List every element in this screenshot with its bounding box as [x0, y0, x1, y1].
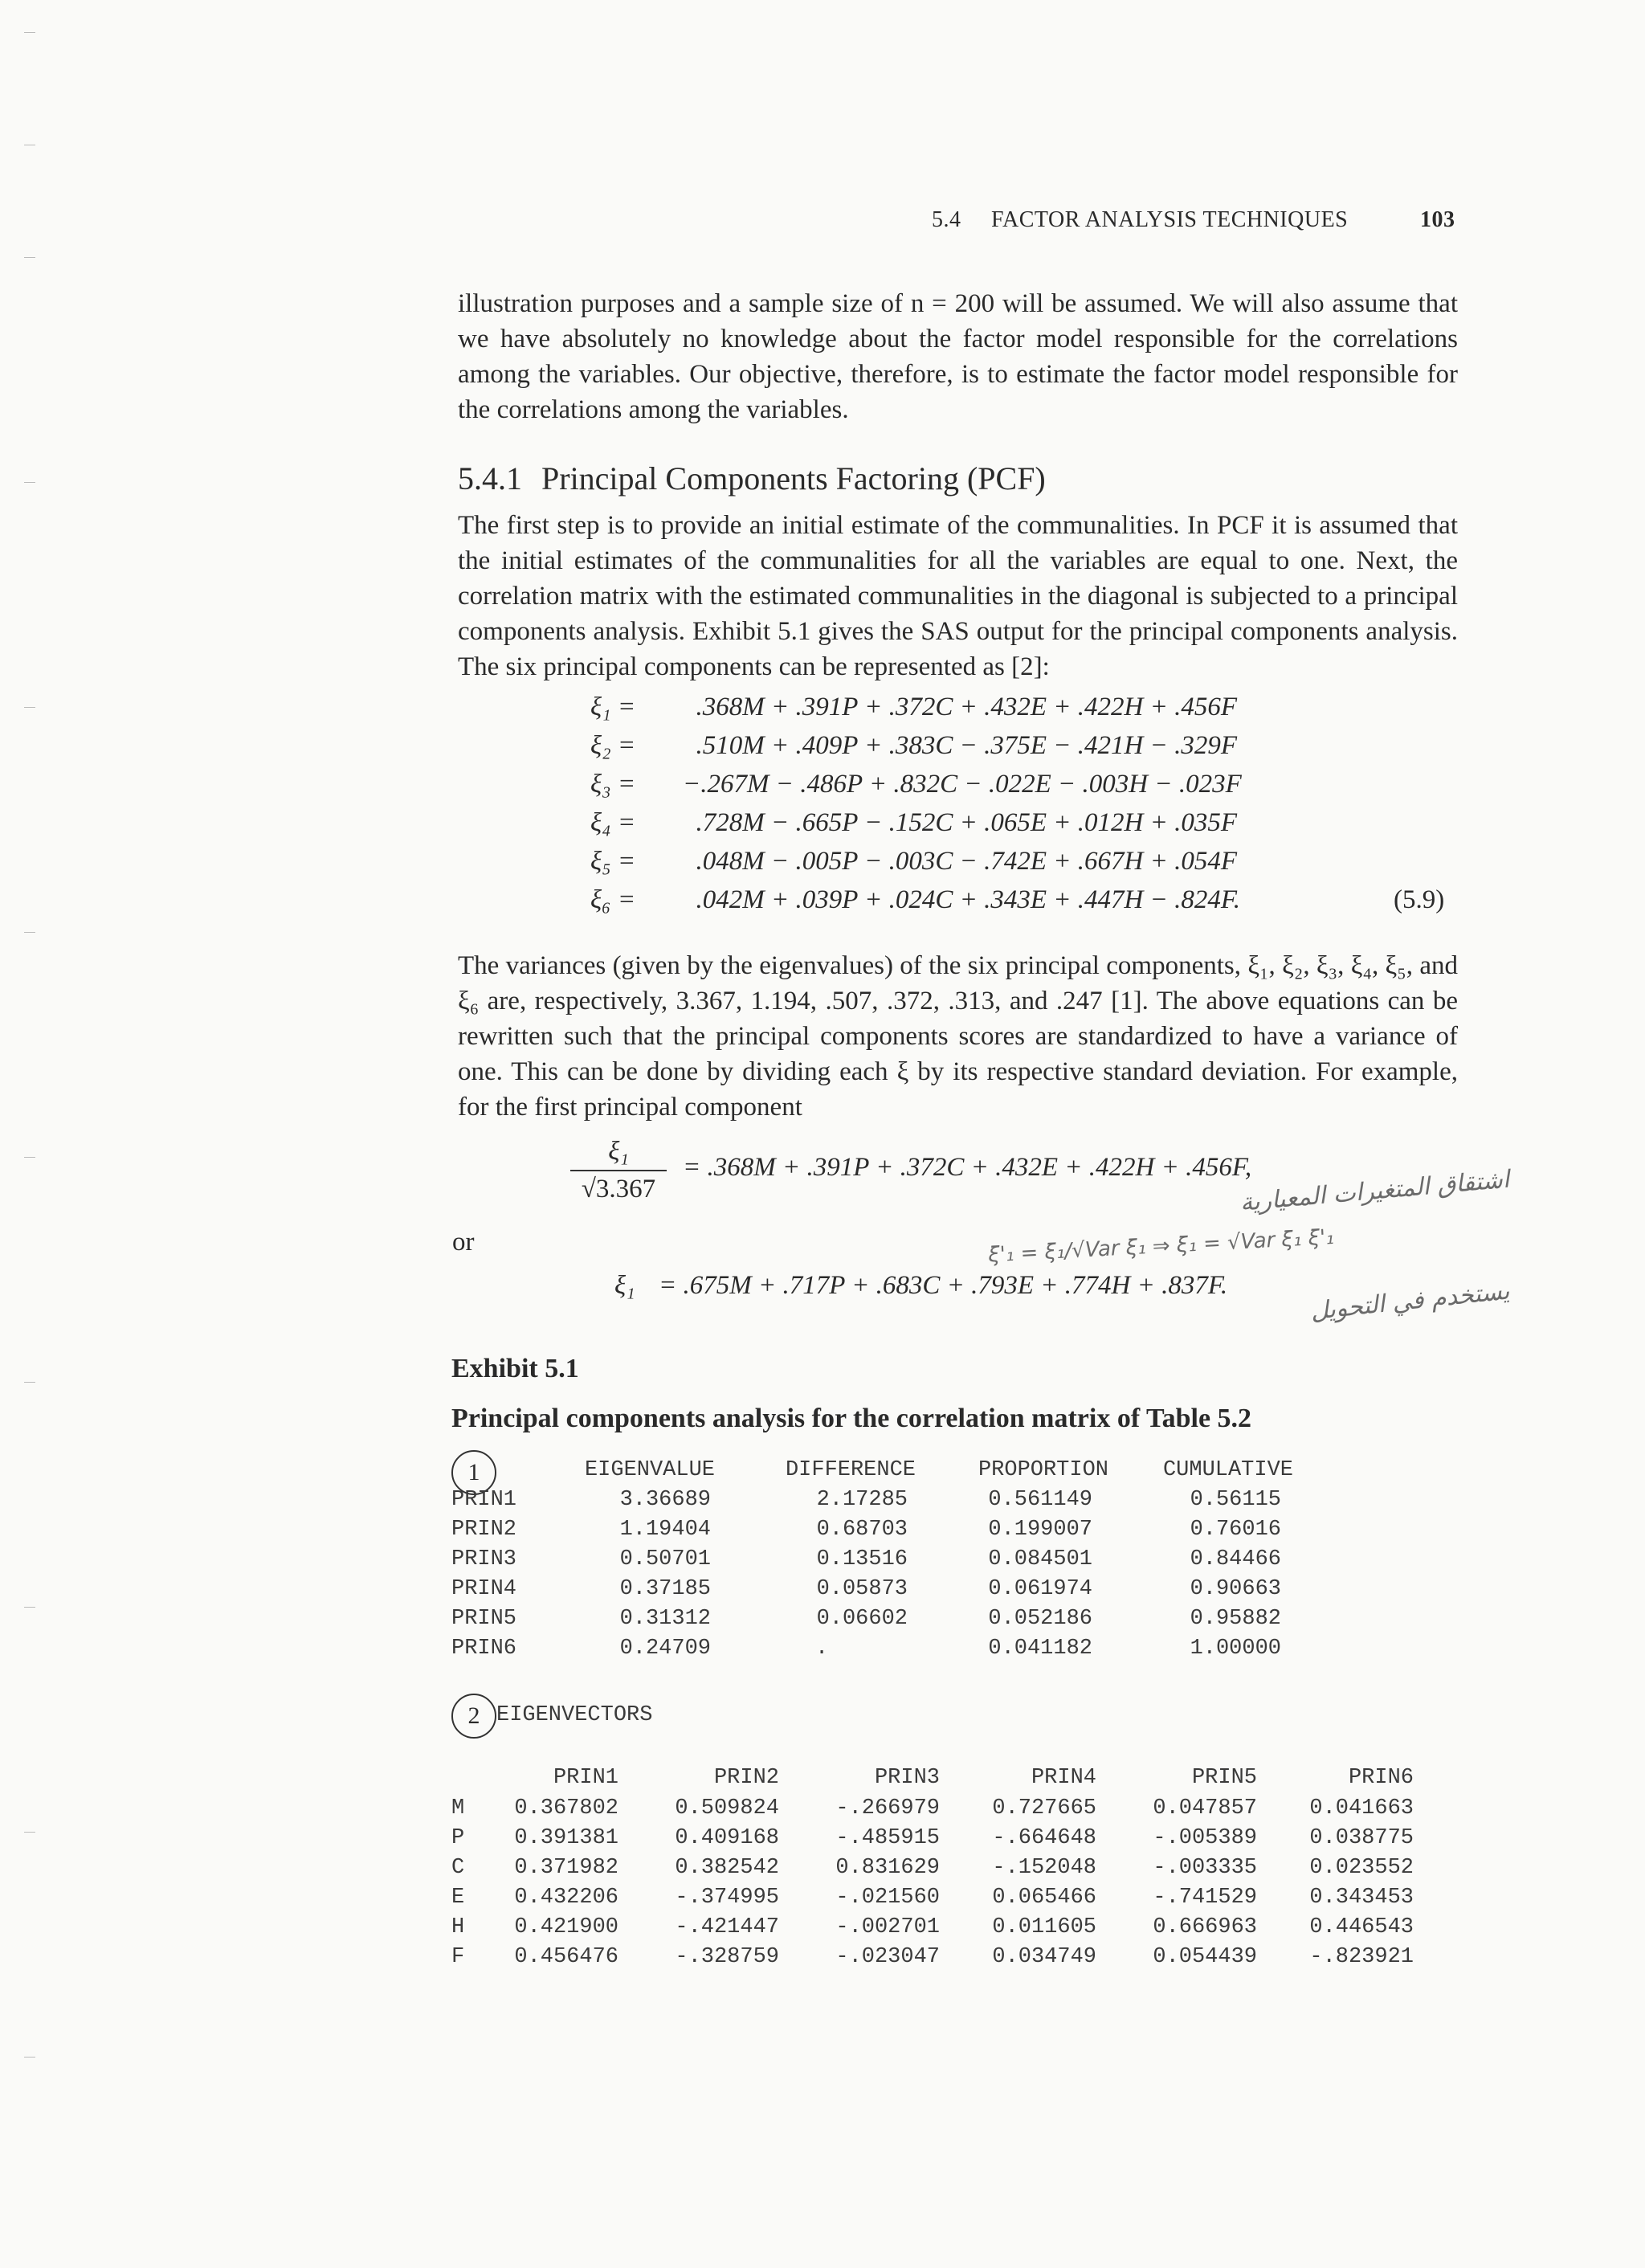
- table-cell: 0.409168: [675, 1826, 779, 1850]
- table-cell: -.421447: [675, 1915, 779, 1939]
- table-cell: 0.034749: [992, 1945, 1096, 1969]
- output-marker: 2: [451, 1694, 496, 1739]
- header-section-number: 5.4: [932, 207, 961, 232]
- margin-tick: [24, 32, 35, 33]
- handwritten-note: اشتقاق المتغيرات المعيارية: [1239, 1165, 1511, 1217]
- pcf-paragraph: The first step is to provide an initial estimate of the communalities. In PCF it is assumed that the initial estimates of the communalities for all the variables are equal to one. Next, the correlation matrix with the estimated communalities in the diagonal is subjected to a principal components analysis. Exhibit 5.1 gives the SAS output for the principal components analysis. The six principal components can be represented as [2]:: [458, 511, 1458, 681]
- column-header: PRIN2: [713, 1766, 779, 1790]
- table-cell: 0.371982: [514, 1856, 618, 1880]
- table-cell: 0.084501: [988, 1547, 1092, 1571]
- table-cell: 0.24709: [619, 1637, 711, 1661]
- table-cell: 0.13516: [816, 1547, 908, 1571]
- margin-tick: [24, 482, 35, 483]
- table-cell: -.002701: [835, 1915, 940, 1939]
- row-label: PRIN3: [451, 1547, 517, 1571]
- table-cell: 0.421900: [514, 1915, 618, 1939]
- column-header: PRIN6: [1348, 1766, 1414, 1790]
- table-cell: 0.05873: [816, 1577, 908, 1601]
- column-header: PRIN4: [1031, 1766, 1096, 1790]
- equation-rhs: .510M + .409P + .383C − .375E − .421H − .329F: [683, 731, 1238, 760]
- table-cell: 0.367802: [514, 1796, 618, 1821]
- table-cell: 0.054439: [1153, 1945, 1257, 1969]
- column-header: PROPORTION: [978, 1458, 1108, 1482]
- column-header: DIFFERENCE: [785, 1458, 916, 1482]
- margin-tick: [24, 1382, 35, 1383]
- table-cell: 0.065466: [992, 1886, 1096, 1910]
- table-cell: 0.432206: [514, 1886, 618, 1910]
- table-cell: 0.041182: [988, 1637, 1092, 1661]
- table-cell: 0.95882: [1190, 1607, 1281, 1631]
- row-label: H: [451, 1915, 465, 1939]
- table-cell: 0.047857: [1153, 1796, 1257, 1821]
- page-number: 103: [1420, 207, 1455, 232]
- table-cell: -.741529: [1153, 1886, 1257, 1910]
- table-cell: 1.19404: [619, 1518, 711, 1542]
- equation-rhs: .042M + .039P + .024C + .343E + .447H − .824F.: [683, 885, 1241, 914]
- table-cell: -.266979: [835, 1796, 940, 1821]
- table-cell: 3.36689: [619, 1488, 711, 1512]
- table-cell: 0.06602: [816, 1607, 908, 1631]
- table-cell: 0.727665: [992, 1796, 1096, 1821]
- table-cell: 0.50701: [619, 1547, 711, 1571]
- handwritten-note: يستخدم في التحويل: [1308, 1277, 1512, 1326]
- eigenvectors-title: EIGENVECTORS: [496, 1703, 653, 1727]
- margin-tick: [24, 932, 35, 933]
- margin-tick: [24, 1607, 35, 1608]
- row-label: F: [451, 1945, 465, 1969]
- table-cell: 0.061974: [988, 1577, 1092, 1601]
- table-cell: 0.023552: [1309, 1856, 1414, 1880]
- row-label: P: [451, 1826, 465, 1850]
- fraction: [570, 1137, 667, 1204]
- equation-lhs: ξ₂ =: [590, 731, 636, 760]
- table-cell: 0.56115: [1190, 1488, 1281, 1512]
- handwritten-note: ξ'₁ = ξ₁/√Var ξ₁ ⇒ ξ₁ = √Var ξ₁ ξ'₁: [987, 1225, 1335, 1268]
- column-header: EIGENVALUE: [584, 1458, 715, 1482]
- table-cell: -.152048: [992, 1856, 1096, 1880]
- table-cell: 0.041663: [1309, 1796, 1414, 1821]
- table-cell: -.374995: [675, 1886, 779, 1910]
- or-label: or: [452, 1228, 475, 1257]
- running-header: [932, 207, 1455, 233]
- column-header: CUMULATIVE: [1162, 1458, 1293, 1482]
- fraction-bar: [570, 1170, 667, 1171]
- margin-tick: [24, 1157, 35, 1158]
- equation-rhs: −.267M − .486P + .832C − .022E − .003H − .023F: [683, 770, 1242, 799]
- table-cell: 0.011605: [992, 1915, 1096, 1939]
- output-marker: 1: [451, 1450, 496, 1495]
- fraction-numerator: ξ₁: [608, 1137, 629, 1166]
- table-cell: 0.76016: [1190, 1518, 1281, 1542]
- row-label: C: [451, 1856, 465, 1880]
- table-cell: 0.509824: [675, 1796, 779, 1821]
- table-cell: 0.199007: [988, 1518, 1092, 1542]
- table-cell: 0.37185: [619, 1577, 711, 1601]
- table-cell: -.023047: [835, 1945, 940, 1969]
- column-header: PRIN1: [553, 1766, 618, 1790]
- margin-tick: [24, 707, 35, 708]
- subsection-heading: [458, 460, 1046, 497]
- column-header: PRIN3: [874, 1766, 940, 1790]
- row-label: PRIN5: [451, 1607, 517, 1631]
- std-equation2-lhs: ξ₁: [614, 1271, 635, 1300]
- subsection-number: 5.4.1: [458, 460, 522, 497]
- margin-tick: [24, 1832, 35, 1833]
- table-cell: 0.456476: [514, 1945, 618, 1969]
- equation-number: (5.9): [1394, 885, 1445, 914]
- table-cell: -.823921: [1309, 1945, 1414, 1969]
- equation-rhs: .728M − .665P − .152C + .065E + .012H + .035F: [683, 808, 1238, 837]
- table-cell: 0.052186: [988, 1607, 1092, 1631]
- table-cell: -.005389: [1153, 1826, 1257, 1850]
- row-label: PRIN1: [451, 1488, 517, 1512]
- exhibit-caption: Principal components analysis for the correlation matrix of Table 5.2: [451, 1404, 1252, 1433]
- table-cell: 0.382542: [675, 1856, 779, 1880]
- table-cell: 0.68703: [816, 1518, 908, 1542]
- std-equation-rhs: = .368M + .391P + .372C + .432E + .422H + .456F,: [683, 1153, 1252, 1182]
- intro-paragraph: illustration purposes and a sample size of n = 200 will be assumed. We will also assume that we have absolutely no knowledge about the factor model responsible for the correlations among the variables. Our objective, therefore, is to estimate the factor model responsible for the correlations among the variables.: [458, 289, 1458, 424]
- header-title: FACTOR ANALYSIS TECHNIQUES: [991, 207, 1349, 232]
- table-cell: -.664648: [992, 1826, 1096, 1850]
- table-cell: -.003335: [1153, 1856, 1257, 1880]
- table-cell: 2.17285: [816, 1488, 908, 1512]
- table-cell: 0.038775: [1309, 1826, 1414, 1850]
- row-label: E: [451, 1886, 465, 1910]
- table-cell: 0.84466: [1190, 1547, 1281, 1571]
- variance-paragraph: The variances (given by the eigenvalues) of the six principal components, ξ₁, ξ₂, ξ₃, ξ₄, ξ₅, and ξ₆ are, respectively, 3.367, 1.194, .507, .372, .313, and .247 [1]. The above equations can be rewritten such that the principal components scores are standardized to have a variance of one. This can be done by dividing each ξ by its respective standard deviation. For example, for the first principal component: [458, 951, 1458, 1122]
- row-label: PRIN6: [451, 1637, 517, 1661]
- table-cell: -.485915: [835, 1826, 940, 1850]
- row-label: PRIN4: [451, 1577, 517, 1601]
- equation-rhs: .368M + .391P + .372C + .432E + .422H + .456F: [683, 693, 1238, 721]
- table-cell: 0.343453: [1309, 1886, 1414, 1910]
- equation-lhs: ξ₃ =: [590, 770, 636, 799]
- table-cell: 0.391381: [514, 1826, 618, 1850]
- equation-rhs: .048M − .005P − .003C − .742E + .667H + .054F: [683, 847, 1238, 876]
- table-cell: 1.00000: [1190, 1637, 1281, 1661]
- table-cell: 0.31312: [619, 1607, 711, 1631]
- subsection-title: Principal Components Factoring (PCF): [541, 460, 1046, 497]
- column-header: PRIN5: [1191, 1766, 1257, 1790]
- table-cell: 0.446543: [1309, 1915, 1414, 1939]
- table-cell: 0.90663: [1190, 1577, 1281, 1601]
- table-cell: -.021560: [835, 1886, 940, 1910]
- row-label: PRIN2: [451, 1518, 517, 1542]
- equation-lhs: ξ₄ =: [590, 808, 636, 837]
- row-label: M: [451, 1796, 465, 1821]
- margin-tick: [24, 2057, 35, 2058]
- table-cell: 0.561149: [988, 1488, 1092, 1512]
- fraction-denominator: √3.367: [581, 1175, 656, 1203]
- margin-tick: [24, 257, 35, 258]
- table-cell: -.328759: [675, 1945, 779, 1969]
- table-cell: 0.831629: [835, 1856, 940, 1880]
- equation-lhs: ξ₆ =: [590, 885, 636, 914]
- equation-lhs: ξ₁ =: [590, 693, 636, 721]
- std-equation2-rhs: = .675M + .717P + .683C + .793E + .774H + .837F.: [659, 1271, 1228, 1300]
- table-cell: .: [815, 1637, 829, 1661]
- exhibit-label: Exhibit 5.1: [451, 1354, 579, 1383]
- table-cell: 0.666963: [1153, 1915, 1257, 1939]
- equation-lhs: ξ₅ =: [590, 847, 636, 876]
